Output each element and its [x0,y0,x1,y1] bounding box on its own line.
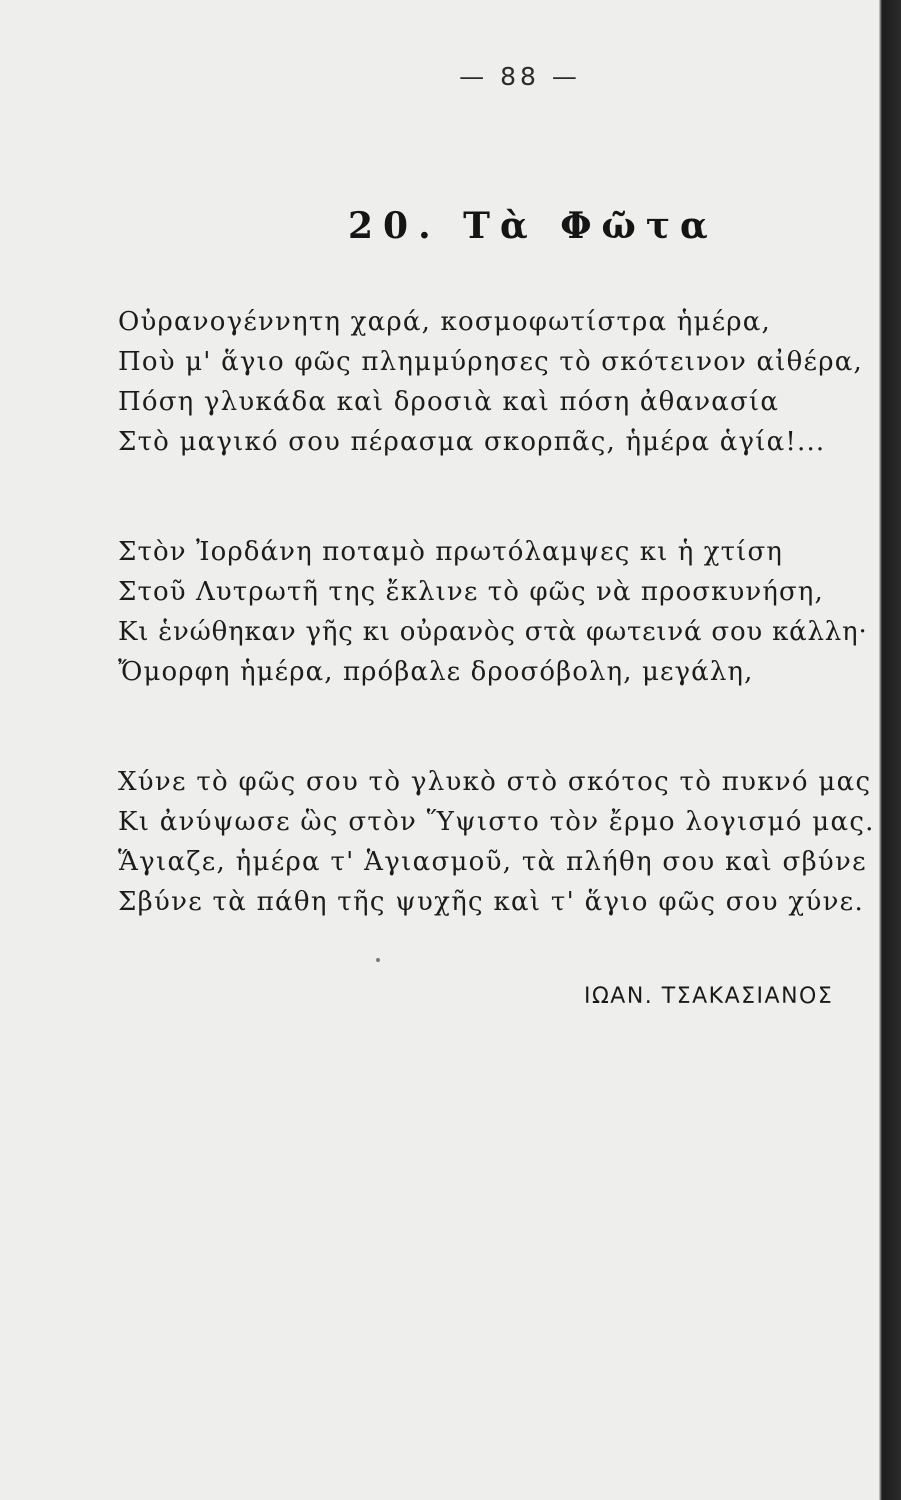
author-signature: ΙΩΑΝ. ΤΣΑΚΑΣΙΑΝΟΣ [584,984,834,1009]
poem-line: Ὄμορφη ἡμέρα, πρόβαλε δροσόβολη, μεγάλη, [118,657,754,687]
poem-line: Οὐρανογέννητη χαρά, κοσμοφωτίστρα ἡμέρα, [118,307,772,337]
poem-line: Πόση γλυκάδα καὶ δροσιὰ καὶ πόση ἀθανασία [118,387,780,417]
poem-title: 20. Τὰ Φῶτα [348,205,718,247]
poem-line: Στὸ μαγικό σου πέρασμα σκορπᾶς, ἡμέρα ἁγία!... [118,427,826,457]
poem-line: Ἅγιαζε, ἡμέρα τ' Ἁγιασμοῦ, τὰ πλήθη σου καὶ σβύνε [118,847,867,877]
paper-speck [376,958,380,962]
page-number: — 88 — [459,62,581,91]
poem-line: Χύνε τὸ φῶς σου τὸ γλυκὸ στὸ σκότος τὸ πυκνό μας [118,767,872,797]
stanza-2 [118,532,878,692]
poem-line: Ποὺ μ' ἅγιο φῶς πλημμύρησες τὸ σκότεινον αἰθέρα, [118,347,863,377]
poem-line: Στὸν Ἰορδάνη ποταμὸ πρωτόλαμψες κι ἡ χτίση [118,537,783,567]
poem-line: Κι ἑνώθηκαν γῆς κι οὐρανὸς στὰ φωτεινά σου κάλλη· [118,617,868,647]
stanza-1 [118,302,878,462]
stanza-3 [118,762,878,922]
poem-line: Κι ἀνύψωσε ὣς στὸν Ὕψιστο τὸν ἔρμο λογισμό μας. [118,807,875,837]
poem-line: Σβύνε τὰ πάθη τῆς ψυχῆς καὶ τ' ἅγιο φῶς σου χύνε. [118,887,865,917]
page-edge [879,0,901,1500]
poem-line: Στοῦ Λυτρωτῆ της ἔκλινε τὸ φῶς νὰ προσκυνήση, [118,577,824,607]
